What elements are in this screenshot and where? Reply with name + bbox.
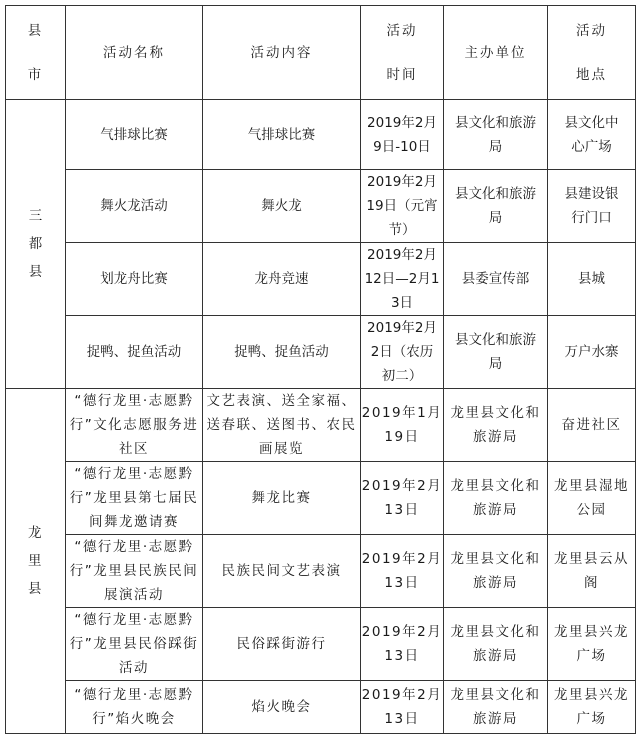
activity-name-cell: “德行龙里·志愿黔行”龙里县第七届民间舞龙邀请赛 — [66, 462, 203, 535]
activity-time-cell: 2019年2月13日 — [361, 462, 444, 535]
activity-time-cell: 2019年2月12日—2月13日 — [361, 243, 444, 316]
table-row — [6, 681, 636, 734]
organizer-cell: 龙里县文化和旅游局 — [444, 389, 548, 462]
activity-name-cell: “德行龙里·志愿黔行”龙里县民俗踩街活动 — [66, 608, 203, 681]
organizer-cell: 龙里县文化和旅游局 — [444, 535, 548, 608]
activity-time-cell: 2019年1月19日 — [361, 389, 444, 462]
table-row — [6, 170, 636, 243]
header-activity-name: 活动名称 — [66, 6, 203, 100]
table-row — [6, 316, 636, 389]
table-row — [6, 100, 636, 170]
activity-content-cell: 焰火晚会 — [203, 681, 361, 734]
activity-content-cell: 文艺表演、送全家福、送春联、送图书、农民画展览 — [203, 389, 361, 462]
header-activity-place — [548, 6, 636, 100]
activity-time-cell: 2019年2月19日（元宵节） — [361, 170, 444, 243]
activity-content-cell: 捉鸭、捉鱼活动 — [203, 316, 361, 389]
activity-name-cell: “德行龙里·志愿黔行”文化志愿服务进社区 — [66, 389, 203, 462]
activity-content-cell: 龙舟竞速 — [203, 243, 361, 316]
table-row — [6, 535, 636, 608]
place-cell: 县建设银行门口 — [548, 170, 636, 243]
header-row — [6, 6, 636, 100]
header-place-line1: 活动 — [576, 22, 607, 39]
header-time-line2: 时间 — [386, 66, 418, 83]
place-cell: 县城 — [548, 243, 636, 316]
organizer-cell: 县文化和旅游局 — [444, 170, 548, 243]
place-cell: 万户水寨 — [548, 316, 636, 389]
header-county: 县市 — [6, 6, 66, 100]
header-activity-content: 活动内容 — [203, 6, 361, 100]
table-row — [6, 462, 636, 535]
activity-content-cell: 舞龙比赛 — [203, 462, 361, 535]
organizer-cell: 县文化和旅游局 — [444, 316, 548, 389]
header-time-line1: 活动 — [386, 22, 418, 39]
activity-name-cell: 划龙舟比赛 — [66, 243, 203, 316]
activity-name-cell: 气排球比赛 — [66, 100, 203, 170]
county-cell-longli: 龙里县 — [6, 389, 66, 734]
place-cell: 龙里县湿地公园 — [548, 462, 636, 535]
activity-name-cell: “德行龙里·志愿黔行”焰火晚会 — [66, 681, 203, 734]
activity-time-cell: 2019年2月9日-10日 — [361, 100, 444, 170]
activity-name-cell: 捉鸭、捉鱼活动 — [66, 316, 203, 389]
place-cell: 龙里县兴龙广场 — [548, 681, 636, 734]
table-row — [6, 608, 636, 681]
activity-time-cell: 2019年2月13日 — [361, 535, 444, 608]
county-cell-sandu: 三都县 — [6, 100, 66, 389]
activity-content-cell: 舞火龙 — [203, 170, 361, 243]
table-row — [6, 389, 636, 462]
place-cell: 龙里县云从阁 — [548, 535, 636, 608]
activity-content-cell: 气排球比赛 — [203, 100, 361, 170]
activity-content-cell: 民俗踩街游行 — [203, 608, 361, 681]
header-organizer: 主办单位 — [444, 6, 548, 100]
activity-table — [5, 5, 636, 734]
place-cell: 县文化中心广场 — [548, 100, 636, 170]
activity-content-cell: 民族民间文艺表演 — [203, 535, 361, 608]
organizer-cell: 龙里县文化和旅游局 — [444, 462, 548, 535]
organizer-cell: 龙里县文化和旅游局 — [444, 681, 548, 734]
organizer-cell: 县委宣传部 — [444, 243, 548, 316]
activity-time-cell: 2019年2月2日（农历初二） — [361, 316, 444, 389]
place-cell: 奋进社区 — [548, 389, 636, 462]
activity-name-cell: “德行龙里·志愿黔行”龙里县民族民间展演活动 — [66, 535, 203, 608]
organizer-cell: 龙里县文化和旅游局 — [444, 608, 548, 681]
header-activity-time — [361, 6, 444, 100]
activity-name-cell: 舞火龙活动 — [66, 170, 203, 243]
activity-time-cell: 2019年2月13日 — [361, 608, 444, 681]
table-row — [6, 243, 636, 316]
activity-time-cell: 2019年2月13日 — [361, 681, 444, 734]
place-cell: 龙里县兴龙广场 — [548, 608, 636, 681]
organizer-cell: 县文化和旅游局 — [444, 100, 548, 170]
header-place-line2: 地点 — [576, 66, 607, 83]
